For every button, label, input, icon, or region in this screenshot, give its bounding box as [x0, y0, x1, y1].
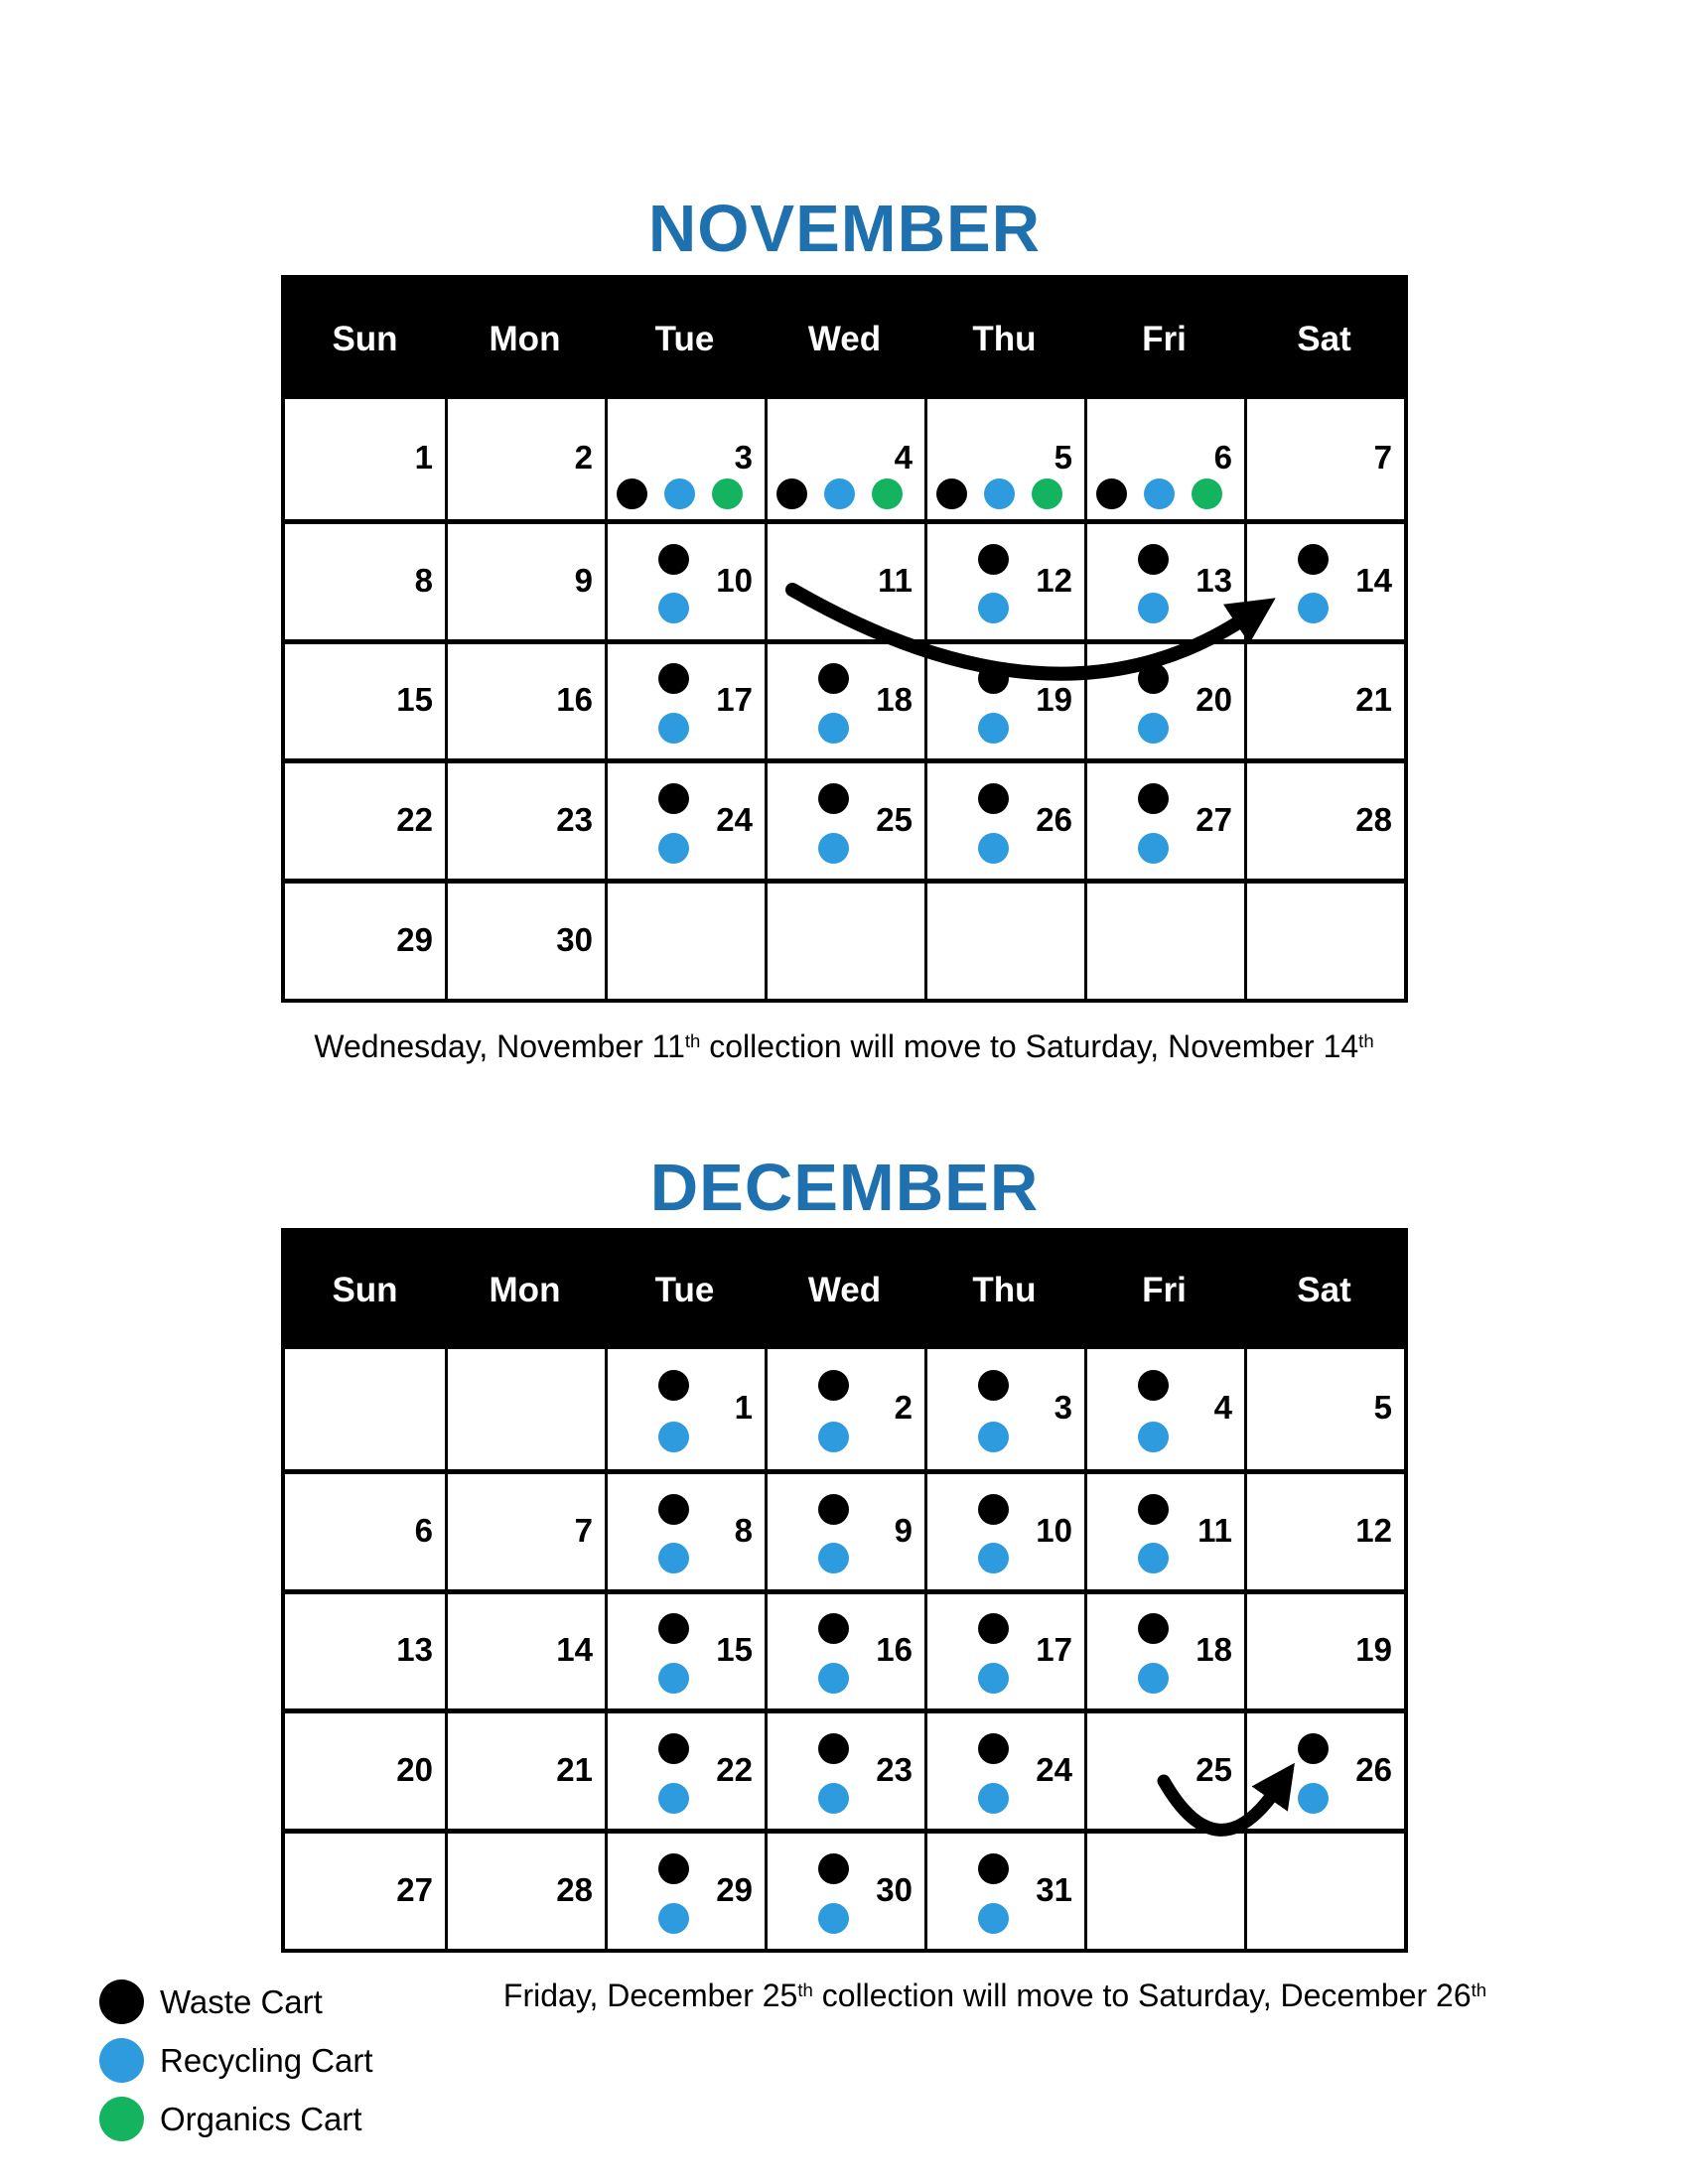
empty-cell-november — [1084, 879, 1244, 999]
waste-dot — [818, 1853, 849, 1884]
waste-dot — [658, 544, 689, 575]
day-november-7 — [1244, 399, 1404, 519]
waste-dot — [978, 1370, 1009, 1401]
day-december-25 — [1084, 1708, 1244, 1829]
day-december-29 — [605, 1829, 765, 1949]
recycling-dot — [1138, 1422, 1169, 1452]
day-november-13 — [1084, 519, 1244, 639]
recycling-dot — [978, 1903, 1009, 1934]
weekday-header-thu: Thu — [924, 279, 1084, 399]
waste-dot — [658, 1853, 689, 1884]
day-number: 25 — [876, 801, 913, 839]
day-number: 6 — [1213, 439, 1232, 477]
day-number: 22 — [396, 801, 433, 839]
day-december-15 — [605, 1589, 765, 1709]
organics-dot — [1192, 478, 1222, 509]
day-december-13 — [285, 1589, 445, 1709]
day-november-1 — [285, 399, 445, 519]
recycling-dot — [818, 1543, 849, 1573]
weekday-header-tue: Tue — [605, 1232, 765, 1349]
legend-recycling-dot — [99, 2038, 144, 2083]
recycling-dot — [818, 1663, 849, 1694]
empty-cell-november — [1244, 879, 1404, 999]
recycling-dot — [1144, 478, 1175, 509]
day-number: 26 — [1355, 1751, 1392, 1789]
day-number: 10 — [1036, 1511, 1072, 1549]
day-december-2 — [765, 1349, 924, 1469]
legend-item-organics — [99, 2097, 373, 2141]
day-december-16 — [765, 1589, 924, 1709]
waste-dot — [658, 1613, 689, 1644]
day-november-12 — [924, 519, 1084, 639]
weekday-header-sat: Sat — [1244, 279, 1404, 399]
day-december-10 — [924, 1469, 1084, 1589]
ordinal-suffix: th — [797, 1979, 813, 2000]
legend — [99, 1979, 373, 2141]
day-november-6 — [1084, 399, 1244, 519]
recycling-dot — [978, 1783, 1009, 1814]
day-december-1 — [605, 1349, 765, 1469]
december-note — [503, 1978, 1486, 2014]
day-number: 7 — [1373, 439, 1392, 477]
legend-item-recycling — [99, 2038, 373, 2083]
recycling-dot — [658, 1422, 689, 1452]
waste-dot — [776, 478, 807, 509]
day-december-27 — [285, 1829, 445, 1949]
day-november-27 — [1084, 758, 1244, 879]
waste-dot — [818, 663, 849, 694]
recycling-dot — [658, 593, 689, 623]
empty-cell-november — [924, 879, 1084, 999]
waste-dot — [936, 478, 967, 509]
day-number: 5 — [1373, 1389, 1392, 1427]
day-december-14 — [445, 1589, 605, 1709]
weekday-header-sat: Sat — [1244, 1232, 1404, 1349]
day-number: 3 — [734, 439, 753, 477]
day-number: 4 — [894, 439, 913, 477]
legend-organics-dot — [99, 2097, 144, 2141]
day-december-9 — [765, 1469, 924, 1589]
day-december-7 — [445, 1469, 605, 1589]
collection-dots — [1096, 478, 1222, 509]
ordinal-suffix: th — [1358, 1029, 1374, 1051]
recycling-dot — [658, 713, 689, 744]
day-november-15 — [285, 639, 445, 759]
day-number: 12 — [1355, 1511, 1392, 1549]
waste-dot — [1138, 1613, 1169, 1644]
recycling-dot — [658, 1663, 689, 1694]
recycling-dot — [978, 713, 1009, 744]
day-number: 19 — [1036, 681, 1072, 719]
day-number: 23 — [556, 801, 593, 839]
day-number: 4 — [1213, 1389, 1232, 1427]
waste-dot — [1298, 1733, 1329, 1764]
waste-dot — [978, 1494, 1009, 1525]
day-number: 16 — [556, 681, 593, 719]
weekday-header-fri: Fri — [1084, 1232, 1244, 1349]
day-number: 18 — [1196, 1631, 1232, 1669]
day-number: 1 — [414, 439, 433, 477]
recycling-dot — [658, 1903, 689, 1934]
day-number: 2 — [574, 439, 593, 477]
november-note — [314, 1028, 1373, 1065]
legend-label: Waste Cart — [160, 1982, 323, 2020]
recycling-dot — [818, 713, 849, 744]
day-number: 21 — [556, 1751, 593, 1789]
day-number: 29 — [716, 1871, 753, 1909]
day-november-3 — [605, 399, 765, 519]
weekday-header-sun: Sun — [285, 1232, 445, 1349]
day-november-22 — [285, 758, 445, 879]
empty-cell-november — [605, 879, 765, 999]
waste-dot — [978, 544, 1009, 575]
empty-cell-december — [445, 1349, 605, 1469]
waste-dot — [658, 1494, 689, 1525]
day-number: 20 — [1196, 681, 1232, 719]
day-number: 6 — [414, 1511, 433, 1549]
day-number: 8 — [734, 1511, 753, 1549]
ordinal-suffix: th — [684, 1029, 701, 1051]
day-november-4 — [765, 399, 924, 519]
day-november-29 — [285, 879, 445, 999]
day-number: 14 — [1355, 561, 1392, 599]
recycling-dot — [818, 1903, 849, 1934]
organics-dot — [872, 478, 903, 509]
note-text: collection will move to Saturday, November 14 — [700, 1028, 1359, 1064]
waste-dot — [978, 663, 1009, 694]
weekday-header-fri: Fri — [1084, 279, 1244, 399]
waste-dot — [818, 1370, 849, 1401]
waste-dot — [658, 1733, 689, 1764]
day-number: 1 — [734, 1389, 753, 1427]
waste-dot — [818, 1733, 849, 1764]
waste-dot — [1138, 663, 1169, 694]
day-december-18 — [1084, 1589, 1244, 1709]
day-december-23 — [765, 1708, 924, 1829]
note-text: collection will move to Saturday, December 26 — [812, 1978, 1472, 2013]
day-number: 31 — [1036, 1871, 1072, 1909]
day-number: 27 — [1196, 801, 1232, 839]
note-text: Friday, December 25 — [502, 1978, 798, 2013]
waste-dot — [1298, 544, 1329, 575]
day-december-5 — [1244, 1349, 1404, 1469]
day-number: 17 — [716, 681, 753, 719]
day-november-26 — [924, 758, 1084, 879]
day-number: 26 — [1036, 801, 1072, 839]
day-november-16 — [445, 639, 605, 759]
day-number: 29 — [396, 921, 433, 959]
day-december-19 — [1244, 1589, 1404, 1709]
legend-label: Organics Cart — [160, 2100, 362, 2137]
waste-dot — [818, 783, 849, 814]
day-december-20 — [285, 1708, 445, 1829]
day-december-21 — [445, 1708, 605, 1829]
weekday-header-thu: Thu — [924, 1232, 1084, 1349]
recycling-dot — [658, 1783, 689, 1814]
day-december-22 — [605, 1708, 765, 1829]
day-november-10 — [605, 519, 765, 639]
empty-cell-december — [1084, 1829, 1244, 1949]
collection-dots — [936, 478, 1062, 509]
december-calendar — [281, 1228, 1408, 1953]
day-number: 21 — [1355, 681, 1392, 719]
day-number: 15 — [716, 1631, 753, 1669]
day-number: 16 — [876, 1631, 913, 1669]
recycling-dot — [978, 833, 1009, 864]
day-november-9 — [445, 519, 605, 639]
collection-dots — [617, 478, 743, 509]
day-number: 9 — [894, 1511, 913, 1549]
day-number: 7 — [574, 1511, 593, 1549]
recycling-dot — [978, 1543, 1009, 1573]
empty-cell-december — [1244, 1829, 1404, 1949]
day-number: 5 — [1054, 439, 1072, 477]
day-december-6 — [285, 1469, 445, 1589]
day-number: 23 — [876, 1751, 913, 1789]
empty-cell-november — [765, 879, 924, 999]
waste-dot — [1138, 1370, 1169, 1401]
day-number: 17 — [1036, 1631, 1072, 1669]
day-number: 19 — [1355, 1631, 1392, 1669]
legend-item-waste — [99, 1979, 373, 2024]
day-number: 25 — [1196, 1751, 1232, 1789]
day-november-23 — [445, 758, 605, 879]
recycling-dot — [978, 1663, 1009, 1694]
recycling-dot — [818, 833, 849, 864]
day-november-21 — [1244, 639, 1404, 759]
day-number: 18 — [876, 681, 913, 719]
day-november-5 — [924, 399, 1084, 519]
day-number: 27 — [396, 1871, 433, 1909]
weekday-header-tue: Tue — [605, 279, 765, 399]
day-november-30 — [445, 879, 605, 999]
recycling-dot — [978, 593, 1009, 623]
day-december-17 — [924, 1589, 1084, 1709]
day-december-31 — [924, 1829, 1084, 1949]
day-december-12 — [1244, 1469, 1404, 1589]
day-number: 11 — [1197, 1511, 1232, 1549]
legend-waste-dot — [99, 1979, 144, 2024]
day-december-8 — [605, 1469, 765, 1589]
day-number: 13 — [1196, 561, 1232, 599]
day-number: 13 — [396, 1631, 433, 1669]
waste-dot — [658, 1370, 689, 1401]
waste-dot — [658, 663, 689, 694]
day-november-28 — [1244, 758, 1404, 879]
november-calendar — [281, 275, 1408, 1003]
recycling-dot — [1138, 833, 1169, 864]
day-number: 22 — [716, 1751, 753, 1789]
weekday-header-wed: Wed — [765, 279, 924, 399]
day-november-19 — [924, 639, 1084, 759]
day-number: 28 — [1355, 801, 1392, 839]
day-number: 30 — [876, 1871, 913, 1909]
day-december-30 — [765, 1829, 924, 1949]
day-december-11 — [1084, 1469, 1244, 1589]
recycling-dot — [658, 833, 689, 864]
day-number: 12 — [1036, 561, 1072, 599]
day-november-2 — [445, 399, 605, 519]
day-november-11 — [765, 519, 924, 639]
recycling-dot — [1298, 593, 1329, 623]
waste-dot — [818, 1613, 849, 1644]
recycling-dot — [1298, 1783, 1329, 1814]
day-number: 24 — [1036, 1751, 1072, 1789]
day-november-17 — [605, 639, 765, 759]
day-number: 9 — [574, 561, 593, 599]
day-december-3 — [924, 1349, 1084, 1469]
weekday-header-wed: Wed — [765, 1232, 924, 1349]
weekday-header-sun: Sun — [285, 279, 445, 399]
recycling-dot — [818, 1422, 849, 1452]
day-november-24 — [605, 758, 765, 879]
day-november-14 — [1244, 519, 1404, 639]
waste-dot — [1138, 544, 1169, 575]
waste-dot — [617, 478, 647, 509]
day-november-20 — [1084, 639, 1244, 759]
december-title: DECEMBER — [649, 1151, 1040, 1225]
weekday-header-mon: Mon — [445, 279, 605, 399]
waste-dot — [978, 1853, 1009, 1884]
recycling-dot — [658, 1543, 689, 1573]
recycling-dot — [978, 1422, 1009, 1452]
waste-dot — [818, 1494, 849, 1525]
day-number: 3 — [1054, 1389, 1072, 1427]
weekday-header-mon: Mon — [445, 1232, 605, 1349]
organics-dot — [712, 478, 743, 509]
day-december-28 — [445, 1829, 605, 1949]
day-number: 10 — [716, 561, 753, 599]
day-number: 24 — [716, 801, 753, 839]
collection-dots — [776, 478, 903, 509]
day-november-18 — [765, 639, 924, 759]
day-number: 28 — [556, 1871, 593, 1909]
recycling-dot — [1138, 1543, 1169, 1573]
organics-dot — [1032, 478, 1062, 509]
legend-label: Recycling Cart — [160, 2041, 373, 2079]
day-number: 11 — [878, 561, 913, 599]
recycling-dot — [1138, 713, 1169, 744]
day-december-26 — [1244, 1708, 1404, 1829]
day-november-8 — [285, 519, 445, 639]
waste-dot — [978, 1613, 1009, 1644]
recycling-dot — [664, 478, 695, 509]
day-november-25 — [765, 758, 924, 879]
waste-dot — [658, 783, 689, 814]
recycling-dot — [818, 1783, 849, 1814]
day-december-24 — [924, 1708, 1084, 1829]
day-number: 20 — [396, 1751, 433, 1789]
recycling-dot — [1138, 593, 1169, 623]
recycling-dot — [984, 478, 1015, 509]
recycling-dot — [824, 478, 855, 509]
november-title: NOVEMBER — [647, 192, 1042, 266]
day-number: 2 — [894, 1389, 913, 1427]
ordinal-suffix: th — [1471, 1979, 1487, 2000]
recycling-dot — [1138, 1663, 1169, 1694]
day-december-4 — [1084, 1349, 1244, 1469]
waste-dot — [1096, 478, 1127, 509]
waste-dot — [978, 1733, 1009, 1764]
waste-dot — [1138, 1494, 1169, 1525]
day-number: 8 — [414, 561, 433, 599]
waste-dot — [1138, 783, 1169, 814]
waste-dot — [978, 783, 1009, 814]
day-number: 30 — [556, 921, 593, 959]
day-number: 15 — [396, 681, 433, 719]
note-text: Wednesday, November 11 — [314, 1028, 685, 1064]
empty-cell-december — [285, 1349, 445, 1469]
day-number: 14 — [556, 1631, 593, 1669]
